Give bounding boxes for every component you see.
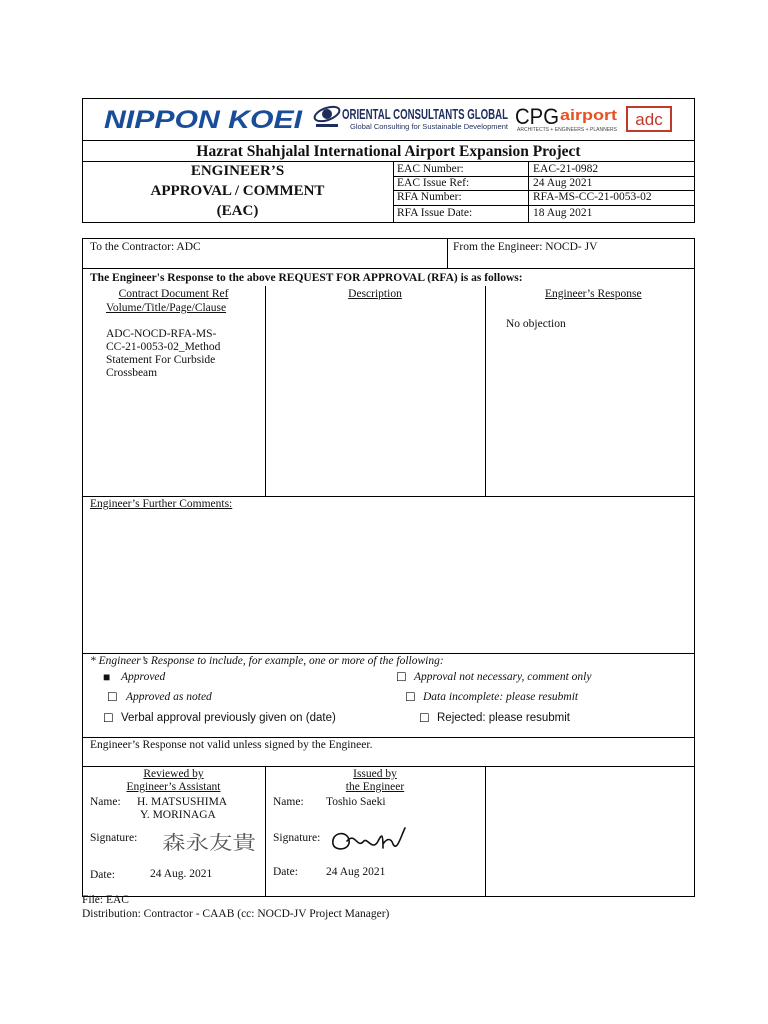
verbal-approval-checkbox[interactable]: ☐ bbox=[103, 711, 114, 725]
validity-bottom-line bbox=[82, 766, 695, 767]
issuer-signature-label: Signature: bbox=[273, 832, 321, 844]
nippon-koei-logo bbox=[104, 103, 304, 138]
rfa-number-value: RFA-MS-CC-21-0053-02 bbox=[533, 191, 652, 203]
issuer-date: 24 Aug 2021 bbox=[326, 866, 386, 878]
reviewer-date-label: Date: bbox=[90, 869, 115, 881]
response-col-divider-1 bbox=[265, 286, 266, 496]
cpg-airport-logo bbox=[515, 103, 620, 138]
reviewer-signature-label: Signature: bbox=[90, 832, 138, 844]
svg-text:CPG: CPG bbox=[515, 104, 559, 129]
distribution-list: Distribution: Contractor - CAAB (cc: NOCD-JV Project Manager) bbox=[82, 908, 390, 920]
project-title: Hazrat Shahjalal International Airport Expansion Project bbox=[196, 143, 581, 160]
validity-note: Engineer’s Response not valid unless signed by the Engineer. bbox=[90, 739, 373, 751]
reviewer-name-2: Y. MORINAGA bbox=[140, 809, 216, 821]
svg-text:森永友貴: 森永友貴 bbox=[162, 832, 258, 854]
form-title-line-2: APPROVAL / COMMENT bbox=[150, 183, 325, 199]
approved-as-noted-label: Approved as noted bbox=[126, 691, 212, 703]
eac-number-label: EAC Number: bbox=[397, 163, 464, 175]
ocg-emblem-icon bbox=[312, 103, 342, 136]
approval-not-necessary-label: Approval not necessary, comment only bbox=[414, 671, 592, 683]
approved-as-noted-checkbox[interactable]: ☐ bbox=[107, 690, 118, 704]
verbal-approval-label: Verbal approval previously given on (date) bbox=[121, 712, 336, 724]
approval-not-necessary-checkbox[interactable]: ☐ bbox=[396, 670, 407, 684]
form-title-line-3: (EAC) bbox=[216, 203, 259, 219]
svg-text:Global Consulting for Sustaina: Global Consulting for Sustainable Development bbox=[350, 124, 509, 131]
reviewer-name-label: Name: bbox=[90, 796, 121, 808]
response-col-divider-2 bbox=[485, 286, 486, 496]
response-bottom-line bbox=[82, 496, 695, 497]
doc-ref-line-1: ADC-NOCD-RFA-MS- bbox=[106, 328, 217, 340]
further-comments-label: Engineer’s Further Comments: bbox=[90, 498, 233, 510]
signoff-divider-2 bbox=[485, 766, 486, 897]
doc-ref-header-line-1: Contract Document Ref bbox=[118, 288, 229, 300]
rfa-issue-date-label: RFA Issue Date: bbox=[397, 207, 473, 219]
svg-text:ORIENTAL CONSULTANTS GLOBAL: ORIENTAL CONSULTANTS GLOBAL bbox=[342, 106, 508, 123]
description-header: Description bbox=[348, 288, 402, 300]
doc-ref-line-4: Crossbeam bbox=[106, 367, 158, 379]
parties-divider bbox=[447, 238, 448, 268]
adc-logo bbox=[626, 106, 672, 137]
rfa-number-label: RFA Number: bbox=[397, 191, 462, 203]
reviewer-signature bbox=[160, 824, 260, 863]
engineer-response-header: Engineer’s Response bbox=[545, 288, 642, 300]
from-engineer: From the Engineer: NOCD- JV bbox=[453, 241, 598, 253]
rfa-issue-date-value: 18 Aug 2021 bbox=[533, 207, 593, 219]
file-reference: File: EAC bbox=[82, 894, 129, 906]
svg-text:airport: airport bbox=[560, 107, 617, 124]
doc-ref-line-2: CC-21-0053-02_Method bbox=[106, 341, 221, 353]
ocg-logo bbox=[342, 104, 512, 137]
form-title-line-1: ENGINEER’S bbox=[190, 163, 285, 179]
issued-by-line-1: Issued by bbox=[353, 768, 397, 780]
eac-issue-ref-label: EAC Issue Ref: bbox=[397, 177, 470, 189]
ref-table-mid-border bbox=[528, 161, 529, 223]
rejected-checkbox[interactable]: ☐ bbox=[419, 711, 430, 725]
engineer-response-value: No objection bbox=[506, 318, 566, 330]
approved-label: Approved bbox=[121, 671, 166, 683]
comments-bottom-line bbox=[82, 653, 695, 654]
doc-ref-header-line-2: Volume/Title/Page/Clause bbox=[106, 302, 227, 314]
rejected-label: Rejected: please resubmit bbox=[437, 712, 570, 724]
reviewer-date: 24 Aug. 2021 bbox=[150, 868, 213, 880]
ref-table-left-border bbox=[393, 161, 394, 223]
reviewed-by-line-1: Reviewed by bbox=[143, 768, 204, 780]
issuer-name: Toshio Saeki bbox=[326, 796, 386, 808]
options-intro: * Engineer’s Response to include, for example, one or more of the following: bbox=[90, 655, 444, 667]
parties-bottom-line bbox=[82, 268, 695, 269]
to-contractor: To the Contractor: ADC bbox=[90, 241, 201, 253]
eac-number-value: EAC-21-0982 bbox=[533, 163, 599, 175]
ref-row-line-3 bbox=[393, 205, 695, 206]
doc-ref-line-3: Statement For Curbside bbox=[106, 354, 216, 366]
issuer-name-label: Name: bbox=[273, 796, 304, 808]
options-bottom-line bbox=[82, 737, 695, 738]
project-title-divider bbox=[82, 161, 695, 162]
header-divider bbox=[82, 140, 695, 141]
svg-text:ARCHITECTS + ENGINEERS + PLANN: ARCHITECTS + ENGINEERS + PLANNERS bbox=[517, 127, 618, 133]
data-incomplete-checkbox[interactable]: ☐ bbox=[405, 690, 416, 704]
approved-checkbox[interactable]: ■ bbox=[103, 670, 111, 684]
response-heading: The Engineer's Response to the above REQUEST FOR APPROVAL (RFA) is as follows: bbox=[90, 272, 523, 284]
issuer-date-label: Date: bbox=[273, 866, 298, 878]
svg-text:NIPPON KOEI: NIPPON KOEI bbox=[104, 106, 304, 133]
reviewer-name-1: H. MATSUSHIMA bbox=[137, 796, 228, 808]
data-incomplete-label: Data incomplete: please resubmit bbox=[423, 691, 579, 703]
eac-issue-ref-value: 24 Aug 2021 bbox=[533, 177, 593, 189]
issuer-signature bbox=[327, 822, 409, 861]
issued-by-line-2: the Engineer bbox=[345, 781, 405, 793]
reviewed-by-line-2: Engineer’s Assistant bbox=[126, 781, 221, 793]
svg-text:adc: adc bbox=[635, 110, 663, 129]
